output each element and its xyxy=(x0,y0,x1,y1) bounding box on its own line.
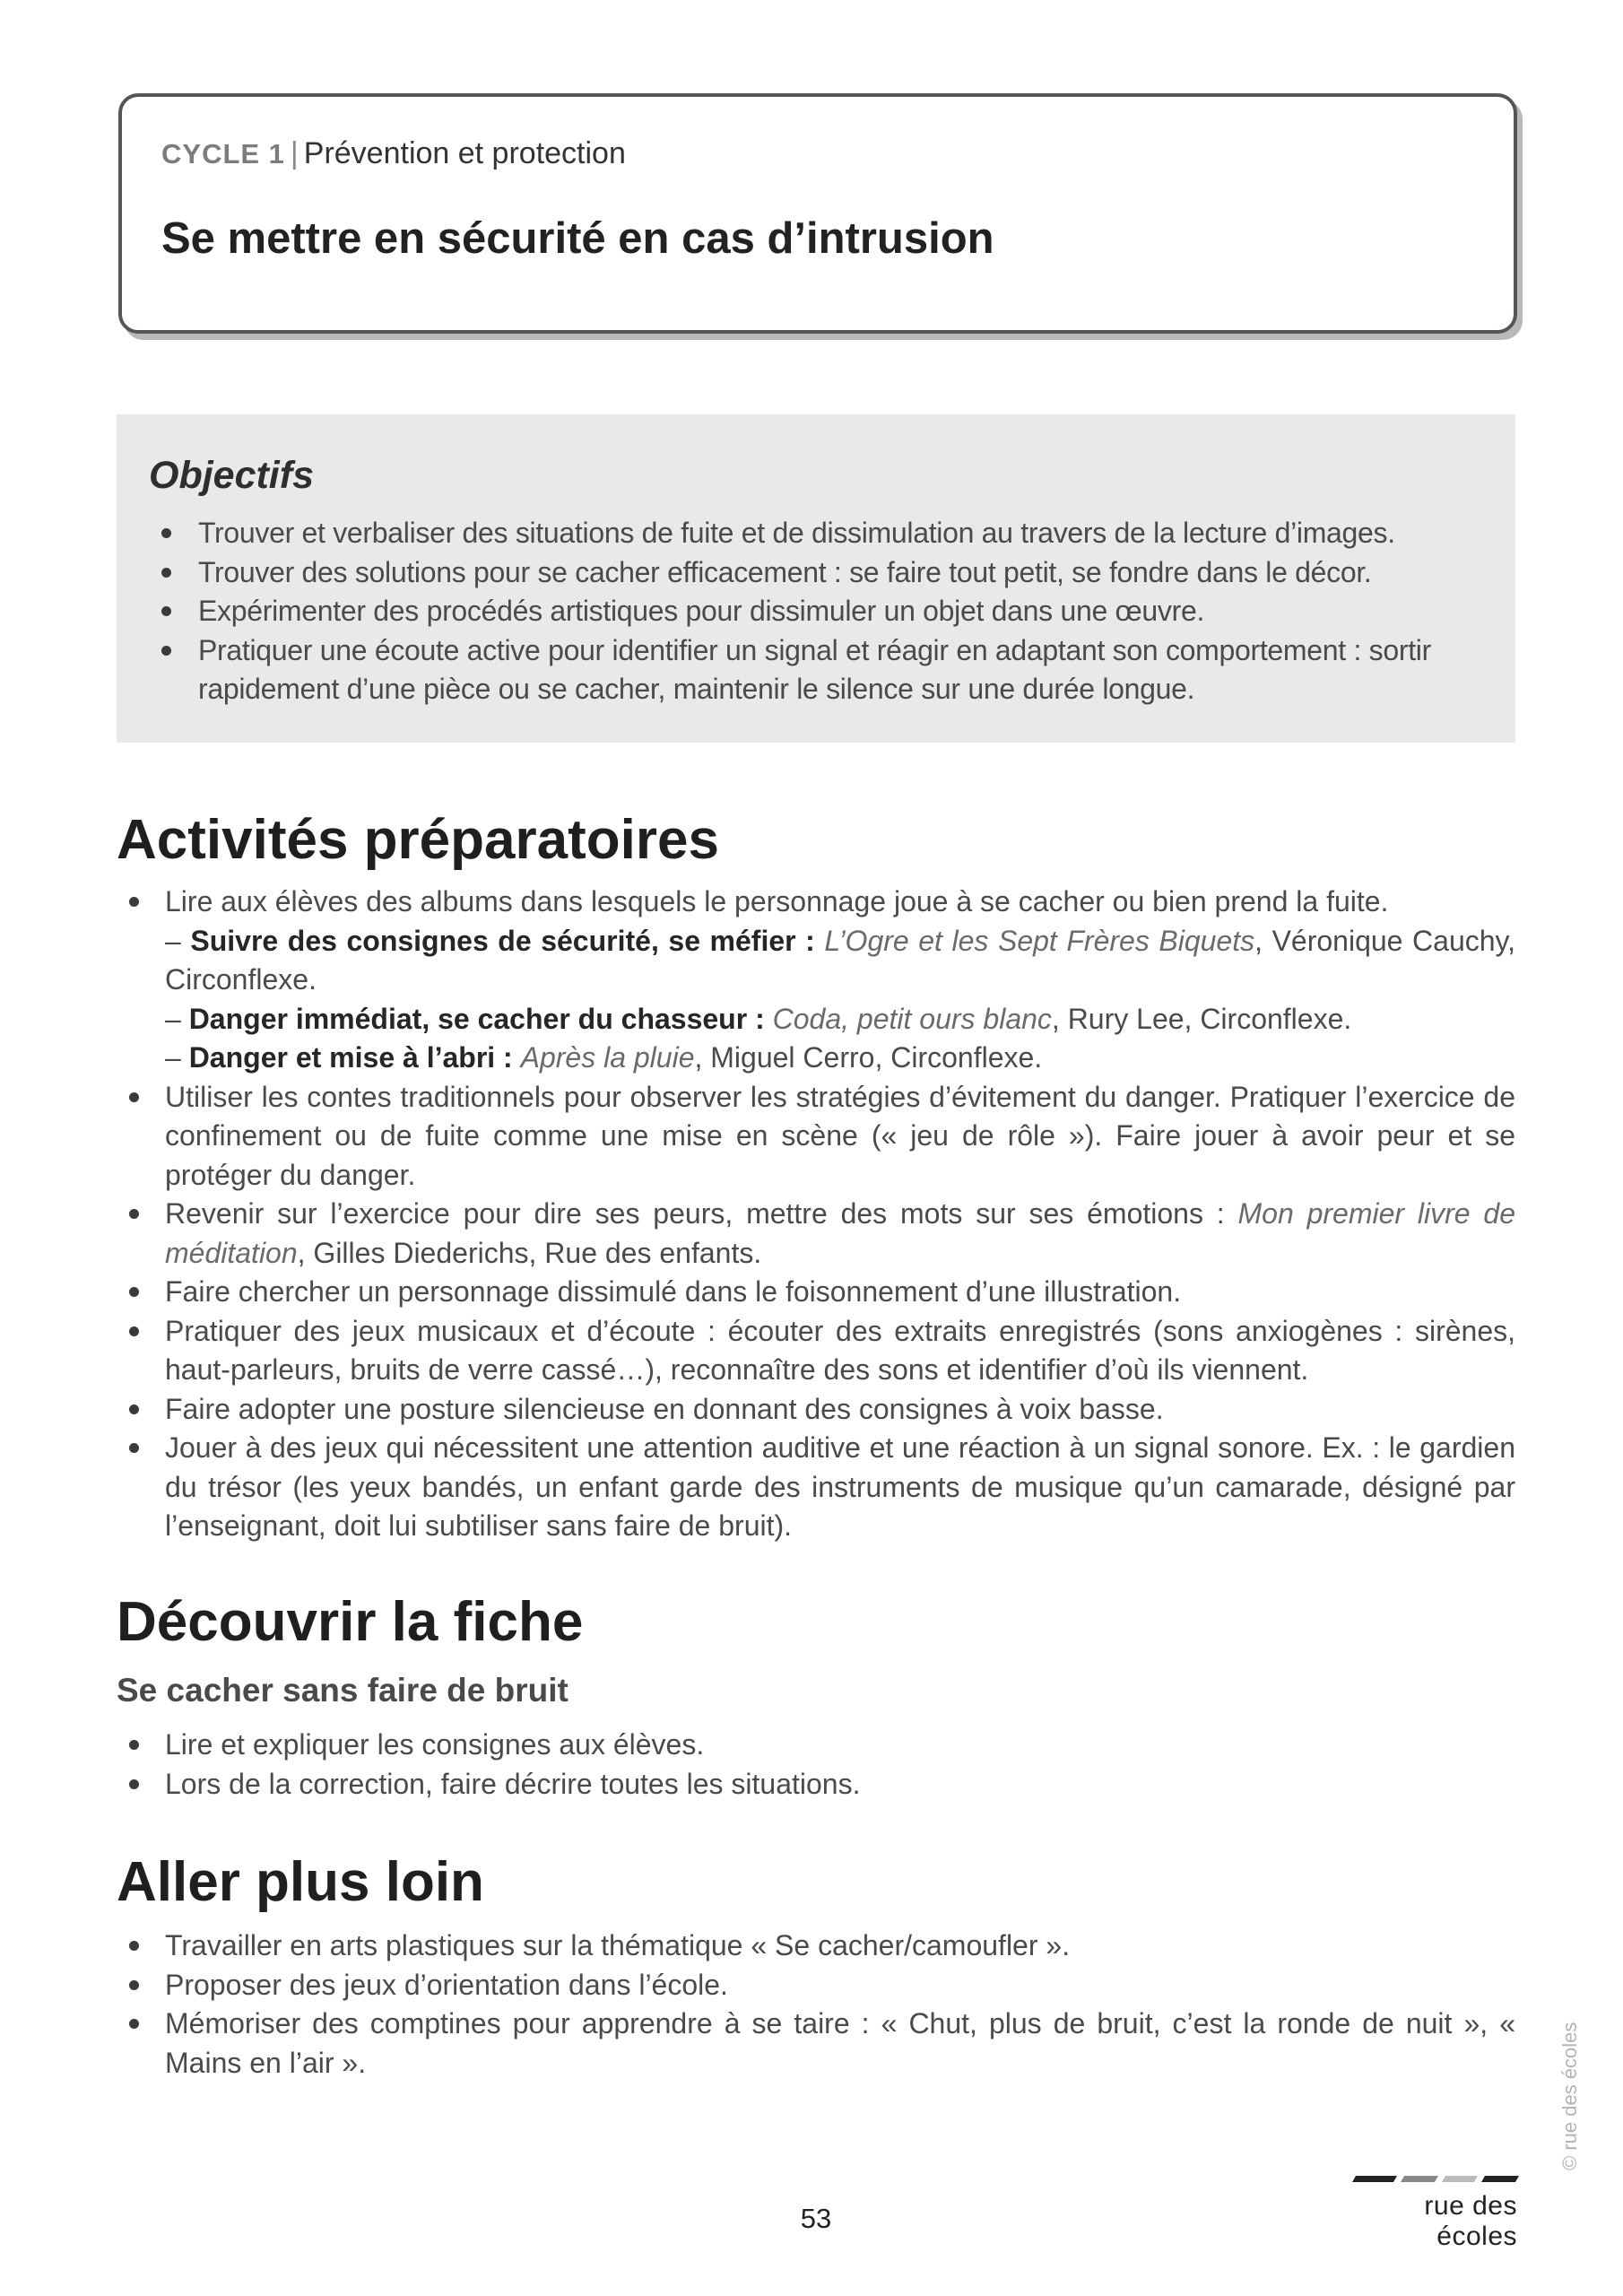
theme-label: Prévention et protection xyxy=(303,136,626,170)
activities-list xyxy=(117,883,1515,1546)
discover-list xyxy=(117,1726,1515,1804)
cycle-tag: CYCLE 1 xyxy=(161,138,285,170)
list-item: Expérimenter des procédés artistiques pour dissimuler un objet dans une œuvre. xyxy=(149,592,1483,631)
sub-label: Danger immédiat, se cacher du chasseur : xyxy=(188,1002,765,1035)
list-item: Proposer des jeux d’orientation dans l’école. xyxy=(117,1966,1515,2005)
page-title: Se mettre en sécurité en cas d’intrusion xyxy=(161,214,994,263)
further-heading: Aller plus loin xyxy=(117,1851,484,1913)
book-title: Mon premier livre de méditation xyxy=(165,1197,1516,1269)
list-item: Lors de la correction, faire décrire toutes les situations. xyxy=(117,1765,1515,1805)
list-item: Lire et expliquer les consignes aux élèves. xyxy=(117,1726,1515,1765)
sub-item xyxy=(165,922,1515,1000)
logo-bars-icon xyxy=(1354,2176,1517,2182)
sub-dash: – xyxy=(165,1002,189,1035)
further-section xyxy=(117,1849,1515,2083)
book-credit: , Véronique Cauchy, Circonflexe. xyxy=(165,924,1516,996)
list-item: Travailler en arts plastiques sur la thématique « Se cacher/camoufler ». xyxy=(117,1926,1515,1966)
list-item xyxy=(117,1195,1515,1273)
list-item: Mémoriser des comptines pour apprendre à se taire : « Chut, plus de bruit, c’est la ronde de nuit », « Mains en l’air ». xyxy=(117,2005,1515,2083)
publisher-logo xyxy=(1354,2176,1517,2252)
book-credit: , Rury Lee, Circonflexe. xyxy=(1051,1002,1352,1035)
book-title: L’Ogre et les Sept Frères Biquets xyxy=(824,924,1255,957)
title-box xyxy=(118,93,1517,334)
list-item: Trouver des solutions pour se cacher efficacement : se faire tout petit, se fondre dans le décor. xyxy=(149,553,1483,593)
book-title: Coda, petit ours blanc xyxy=(772,1002,1052,1035)
objectives-box xyxy=(117,414,1515,743)
book-credit: , Gilles Diederichs, Rue des enfants. xyxy=(297,1236,762,1269)
sub-label: Danger et mise à l’abri : xyxy=(188,1041,513,1074)
cycle-line xyxy=(161,136,626,171)
list-item: Pratiquer des jeux musicaux et d’écoute : écouter des extraits enregistrés (sons anxiogènes : sirènes, haut-parleurs, bruits de verre cassé…), reconnaître des sons et identifier d’où ils viennent. xyxy=(117,1312,1515,1390)
book-title: Après la pluie xyxy=(520,1041,695,1074)
book-credit: , Miguel Cerro, Circonflexe. xyxy=(694,1041,1043,1074)
sub-label: Suivre des consignes de sécurité, se méfier : xyxy=(190,924,815,957)
sub-item xyxy=(165,1000,1515,1039)
sub-item xyxy=(165,1039,1515,1078)
copyright-watermark: © rue des écoles xyxy=(1558,2022,1581,2170)
objectives-list xyxy=(149,514,1483,709)
list-item: Faire chercher un personnage dissimulé dans le foisonnement d’une illustration. xyxy=(117,1273,1515,1312)
list-item: Trouver et verbaliser des situations de fuite et de dissimulation au travers de la lecture d’images. xyxy=(149,514,1483,553)
activity-text: Lire aux élèves des albums dans lesquels le personnage joue à se cacher ou bien prend la fuite. xyxy=(165,885,1389,918)
objectives-heading: Objectifs xyxy=(149,454,314,497)
list-item: Pratiquer une écoute active pour identifier un signal et réagir en adaptant son comportement : sortir rapidement d’une pièce ou se cacher, maintenir le silence sur une durée longue. xyxy=(149,631,1483,709)
discover-section xyxy=(117,1589,1515,1804)
sub-dash: – xyxy=(165,924,191,957)
further-list xyxy=(117,1926,1515,2083)
cycle-separator: | xyxy=(290,136,299,170)
activity-text: Revenir sur l’exercice pour dire ses peurs, mettre des mots sur ses émotions : xyxy=(165,1197,1238,1230)
publisher-name: rue des écoles xyxy=(1424,2191,1517,2251)
activities-heading: Activités préparatoires xyxy=(117,809,719,871)
discover-heading: Découvrir la fiche xyxy=(117,1591,584,1653)
list-item: Jouer à des jeux qui nécessitent une attention auditive et une réaction à un signal sonore. Ex. : le gardien du trésor (les yeux bandés, un enfant garde des instruments de musique qu’un camarade, désigné par l’enseignant, doit lui subtiliser sans faire de bruit). xyxy=(117,1429,1515,1546)
list-item: Faire adopter une posture silencieuse en donnant des consignes à voix basse. xyxy=(117,1390,1515,1430)
list-item: Utiliser les contes traditionnels pour observer les stratégies d’évitement du danger. Pratiquer l’exercice de confinement ou de fuite comme une mise en scène (« jeu de rôle »). Faire jouer à avoir peur et se protéger du danger. xyxy=(117,1078,1515,1196)
activities-section xyxy=(117,807,1515,1546)
page-number: 53 xyxy=(800,2203,832,2234)
discover-subheading: Se cacher sans faire de bruit xyxy=(117,1672,568,1709)
list-item xyxy=(117,883,1515,1078)
sub-dash: – xyxy=(165,1041,189,1074)
